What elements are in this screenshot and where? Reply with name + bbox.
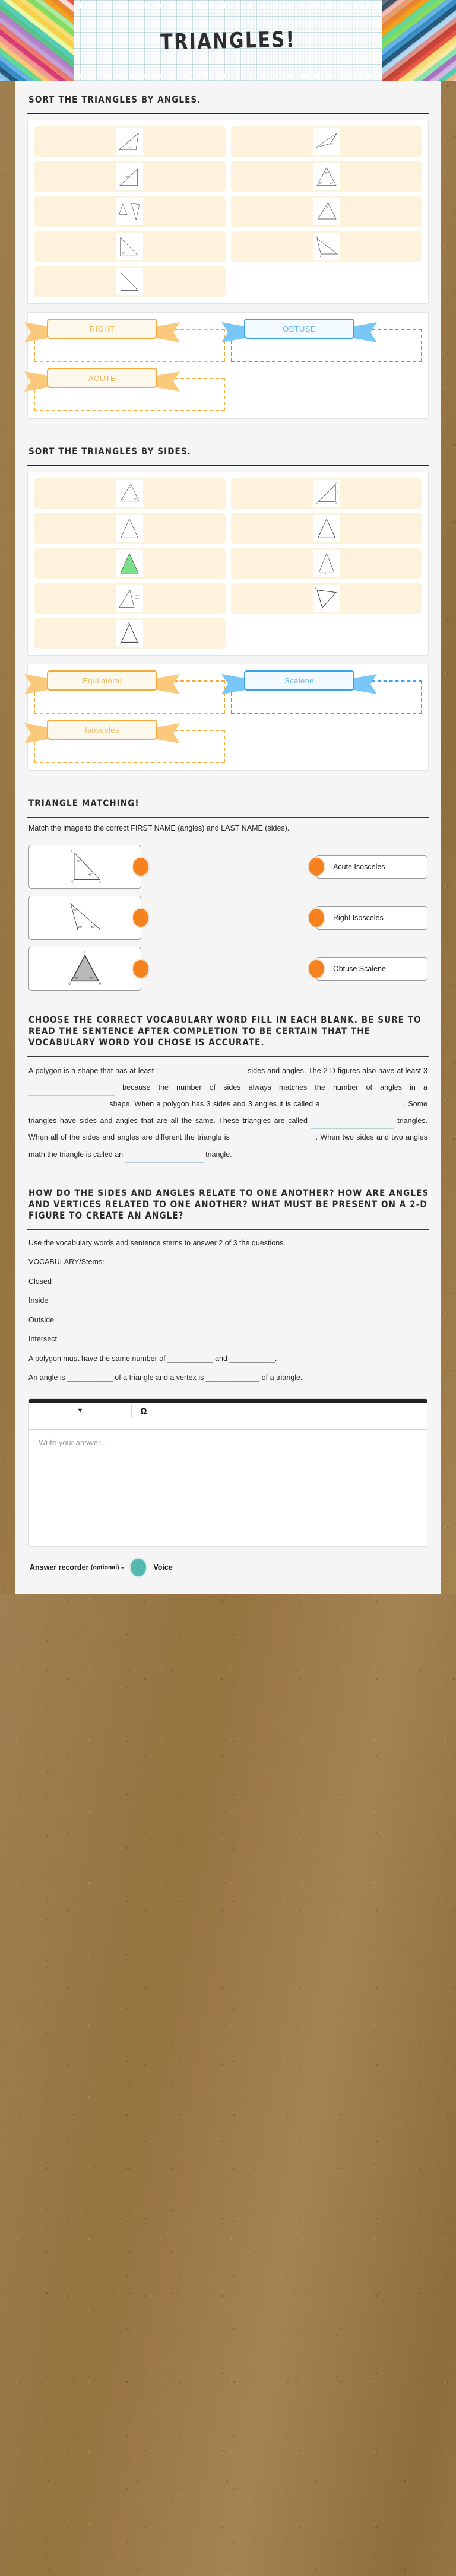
answer-recorder-row bbox=[24, 1547, 432, 1576]
heading-rule bbox=[27, 113, 429, 114]
matching-label-text: Obtuse Scalene bbox=[333, 964, 386, 973]
svg-text:T: T bbox=[336, 590, 338, 593]
svg-text:60°: 60° bbox=[330, 182, 333, 185]
section-sort-by-angles bbox=[24, 90, 432, 419]
draggable-tile[interactable] bbox=[231, 161, 423, 192]
blank-input-6[interactable] bbox=[232, 1136, 313, 1146]
vocabulary-word: Intersect bbox=[28, 1335, 57, 1344]
empty-bucket-slot bbox=[231, 720, 422, 763]
triangle-scalene-bt-u-bold[interactable] bbox=[313, 585, 340, 612]
draggable-tile[interactable] bbox=[34, 161, 226, 192]
section-vocabulary-fill-in bbox=[24, 1013, 432, 1164]
svg-text:70°: 70° bbox=[75, 976, 79, 979]
answer-editor[interactable] bbox=[28, 1398, 428, 1547]
font-dropdown[interactable]: ▼ bbox=[77, 1407, 84, 1414]
svg-text:|: | bbox=[325, 572, 327, 575]
match-connector-dot[interactable] bbox=[133, 960, 148, 978]
matching-image-card[interactable] bbox=[28, 845, 141, 889]
voice-label: Voice bbox=[153, 1563, 173, 1572]
paragraph-part-7: . When two sides and two angles math the triangle is called an bbox=[28, 1133, 428, 1159]
paragraph-part-1: A polygon is a shape that has at least bbox=[28, 1066, 154, 1075]
draggable-tile[interactable] bbox=[34, 196, 226, 227]
triangle-acute-abc-angles[interactable] bbox=[116, 480, 143, 507]
svg-text:60°: 60° bbox=[318, 182, 322, 185]
triangle-acute-abc-70-deg[interactable] bbox=[313, 198, 340, 225]
triangle-equilateral-60-60-60[interactable] bbox=[313, 163, 340, 190]
recorder-label: Answer recorder bbox=[30, 1563, 89, 1572]
drop-bucket-equilateral[interactable] bbox=[34, 670, 225, 714]
svg-text:\: \ bbox=[134, 527, 135, 529]
draggable-tile[interactable] bbox=[34, 266, 226, 297]
paper-perforation-top bbox=[74, 2, 382, 9]
svg-text:U: U bbox=[321, 608, 322, 610]
triangle-right-hypotenuse[interactable] bbox=[116, 163, 143, 190]
bucket-ribbon bbox=[244, 670, 354, 691]
svg-text:50°: 50° bbox=[134, 498, 137, 501]
svg-text:25°: 25° bbox=[72, 909, 77, 913]
triangle-right-90-deg-marked[interactable] bbox=[116, 233, 143, 260]
draggable-tile[interactable] bbox=[34, 548, 226, 579]
toolbar-spacer bbox=[156, 1403, 427, 1429]
heading-rule bbox=[27, 465, 429, 466]
match-connector-dot[interactable] bbox=[309, 960, 324, 978]
triangle-right-black-outline[interactable] bbox=[116, 268, 143, 295]
draggable-tile[interactable] bbox=[231, 583, 423, 614]
svg-text:different: different bbox=[135, 597, 141, 600]
svg-text:70°: 70° bbox=[89, 976, 93, 979]
svg-text:L: L bbox=[319, 255, 321, 257]
svg-text:4: 4 bbox=[325, 503, 327, 505]
draggable-tile[interactable] bbox=[231, 548, 423, 579]
triangle-isosceles-abc-bold[interactable] bbox=[313, 515, 340, 542]
triangle-acute-abc-labeled[interactable] bbox=[116, 128, 143, 155]
bucket-ribbon bbox=[47, 720, 157, 740]
svg-text:B: B bbox=[71, 850, 73, 853]
triangle-right-isosceles-45-45-abc[interactable] bbox=[61, 847, 109, 886]
bucket-label: RIGHT bbox=[47, 319, 157, 339]
special-character-omega-icon[interactable]: Ω bbox=[140, 1405, 147, 1416]
bucket-ribbon bbox=[244, 319, 354, 339]
match-connector-dot[interactable] bbox=[309, 909, 324, 927]
vocabulary-word: Inside bbox=[28, 1296, 49, 1305]
matching-label-card[interactable] bbox=[316, 855, 428, 879]
svg-text:C: C bbox=[71, 880, 74, 884]
blank-input-2[interactable] bbox=[28, 1086, 115, 1096]
draggable-tile[interactable] bbox=[34, 583, 226, 614]
match-connector-dot[interactable] bbox=[133, 909, 148, 927]
svg-text:M: M bbox=[315, 236, 318, 238]
matching-label-card[interactable] bbox=[316, 906, 428, 930]
page-title: TRIANGLES! bbox=[160, 27, 296, 56]
bucket-ribbon bbox=[47, 670, 157, 691]
svg-text:70°: 70° bbox=[325, 205, 329, 208]
vocabulary-list-header: VOCABULARY/Stems: bbox=[28, 1258, 104, 1267]
draggable-tile[interactable] bbox=[34, 478, 226, 509]
vocabulary-heading: CHOOSE THE CORRECT VOCABULARY WORD FILL IN EACH BLANK. BE SURE TO READ THE SENTENCE AFTER COMPLETION TO BE CERTAIN THAT THE VOCABULARY WORD YOU CHOSE IS ACCURATE. bbox=[28, 1014, 422, 1048]
matching-row bbox=[24, 947, 432, 991]
blank-input-1[interactable] bbox=[156, 1069, 245, 1079]
svg-text:D: D bbox=[316, 501, 318, 504]
matching-row bbox=[24, 845, 432, 889]
worksheet-sheet bbox=[15, 81, 441, 1594]
bucket-label: Isosceles bbox=[47, 720, 157, 740]
drop-bucket-scalene[interactable] bbox=[231, 670, 422, 714]
draggable-tile[interactable] bbox=[34, 618, 226, 649]
triangle-obtuse-mls-labeled[interactable] bbox=[313, 233, 340, 260]
matching-label-text: Right Isosceles bbox=[333, 913, 384, 922]
match-connector-dot[interactable] bbox=[309, 858, 324, 876]
draggable-tile[interactable] bbox=[231, 196, 423, 227]
triangle-isosceles-def-bold[interactable] bbox=[116, 620, 143, 647]
vocabulary-word: Outside bbox=[28, 1315, 55, 1324]
svg-text:all sides: all sides bbox=[135, 595, 141, 597]
draggable-tile[interactable] bbox=[231, 231, 423, 262]
draggable-tile[interactable] bbox=[34, 126, 226, 157]
record-button[interactable] bbox=[131, 1559, 146, 1576]
paragraph-part-2: sides and angles. The 2-D figures also have at least 3 bbox=[248, 1066, 428, 1075]
svg-text:120°: 120° bbox=[76, 926, 83, 929]
svg-text:R: R bbox=[99, 982, 102, 986]
bucket-label: Scalene bbox=[244, 670, 354, 691]
svg-text:3: 3 bbox=[336, 491, 338, 494]
editor-toolbar bbox=[29, 1403, 427, 1430]
empty-slot bbox=[231, 618, 423, 649]
section-triangle-matching bbox=[24, 793, 432, 991]
draggable-tile[interactable] bbox=[231, 513, 423, 544]
svg-text:120°: 120° bbox=[329, 142, 334, 145]
draggable-tile[interactable] bbox=[34, 513, 226, 544]
paragraph-part-4: shape. When a polygon has 3 sides and 3 angles it is called a bbox=[109, 1100, 320, 1109]
paragraph-part-8: triangle. bbox=[205, 1150, 232, 1159]
paragraph-part-6: triangles. When all of the sides and angles are different the triangle is bbox=[28, 1117, 428, 1142]
svg-text:B: B bbox=[315, 587, 316, 590]
match-connector-dot[interactable] bbox=[133, 858, 148, 876]
svg-text:35°: 35° bbox=[90, 926, 95, 929]
svg-text:45°: 45° bbox=[76, 860, 81, 863]
triangle-scalene-all-sides-different[interactable] bbox=[116, 585, 143, 612]
sides-image-bank bbox=[27, 472, 429, 656]
vocabulary-word: Closed bbox=[28, 1277, 52, 1286]
empty-bucket-slot bbox=[231, 368, 422, 411]
blank-input-3[interactable] bbox=[28, 1102, 107, 1112]
angles-image-bank bbox=[27, 120, 429, 304]
svg-text:G: G bbox=[335, 482, 337, 485]
triangle-obtuse-scalene-25-120-35[interactable] bbox=[61, 898, 109, 937]
svg-text:90°: 90° bbox=[122, 252, 125, 255]
draggable-tile[interactable] bbox=[34, 231, 226, 262]
triangle-acute-isosceles-pqr-70-70[interactable] bbox=[61, 949, 109, 988]
svg-text:P: P bbox=[83, 951, 86, 955]
recorder-dash: - bbox=[121, 1563, 124, 1572]
svg-text:F: F bbox=[137, 642, 140, 645]
svg-text:60°: 60° bbox=[121, 498, 124, 501]
section-free-response bbox=[24, 1187, 432, 1576]
answer-textarea[interactable]: Write your answer... bbox=[39, 1438, 107, 1447]
triangle-equilateral-green-filled[interactable] bbox=[116, 550, 143, 577]
sort-angles-heading: SORT THE TRIANGLES BY ANGLES. bbox=[28, 94, 201, 106]
matching-heading: TRIANGLE MATCHING! bbox=[28, 797, 140, 809]
drop-bucket-right[interactable] bbox=[34, 319, 225, 362]
svg-text:hyp: hyp bbox=[125, 175, 129, 178]
triangle-right-dgo-3-4[interactable] bbox=[313, 480, 340, 507]
triangle-isosceles-tall-ticks[interactable] bbox=[313, 550, 340, 577]
sort-sides-heading: SORT THE TRIANGLES BY SIDES. bbox=[28, 446, 191, 457]
triangle-isosceles-tickmarks[interactable] bbox=[116, 515, 143, 542]
sentence-stem: A polygon must have the same number of ___________ and ___________. bbox=[28, 1354, 277, 1363]
free-response-body bbox=[24, 1230, 432, 1388]
paragraph-part-3: because the number of sides always matches the number of angles in a bbox=[122, 1083, 428, 1092]
triangle-obtuse-120-deg[interactable] bbox=[313, 128, 340, 155]
bucket-ribbon bbox=[47, 368, 157, 388]
matching-label-card[interactable] bbox=[316, 957, 428, 981]
svg-text:E: E bbox=[128, 622, 131, 625]
paragraph-part-5: . Some triangles have sides and angles that are all the same. These triangles are called bbox=[28, 1100, 428, 1125]
drop-bucket-isosceles[interactable] bbox=[34, 720, 225, 763]
matching-image-card[interactable] bbox=[28, 947, 141, 991]
recorder-optional-note: (optional) bbox=[90, 1563, 119, 1571]
drop-bucket-acute[interactable] bbox=[34, 368, 225, 411]
free-response-instruction: Use the vocabulary words and sentence stems to answer 2 of 3 the questions. bbox=[28, 1238, 286, 1247]
angles-drop-board bbox=[27, 312, 429, 419]
svg-text:45°: 45° bbox=[88, 873, 93, 877]
section-sort-by-sides bbox=[24, 441, 432, 771]
paper-perforation-bottom bbox=[74, 72, 382, 79]
matching-instruction: Match the image to the correct FIRST NAME (angles) and LAST NAME (sides). bbox=[28, 824, 290, 832]
fill-in-the-blank-paragraph bbox=[24, 1057, 432, 1164]
svg-text:60°: 60° bbox=[325, 171, 328, 174]
matching-row bbox=[24, 896, 432, 940]
hero-banner bbox=[0, 0, 456, 81]
bucket-label: ACUTE bbox=[47, 368, 157, 388]
bucket-label: Equilateral bbox=[47, 670, 157, 691]
bucket-ribbon bbox=[47, 319, 157, 339]
svg-text:Q: Q bbox=[68, 982, 71, 986]
svg-text:D: D bbox=[119, 642, 121, 645]
bucket-label: OBTUSE bbox=[244, 319, 354, 339]
draggable-tile[interactable] bbox=[231, 126, 423, 157]
blank-input-7[interactable] bbox=[125, 1153, 204, 1163]
sides-drop-board bbox=[27, 664, 429, 771]
sentence-stem: An angle is ___________ of a triangle and a vertex is _____________ of a triangle. bbox=[28, 1373, 303, 1382]
matching-image-card[interactable] bbox=[28, 896, 141, 940]
svg-text:O: O bbox=[335, 501, 337, 504]
svg-text:/: / bbox=[124, 527, 125, 529]
svg-text:23°: 23° bbox=[128, 146, 132, 149]
svg-text:A: A bbox=[99, 880, 102, 884]
matching-label-text: Acute Isosceles bbox=[333, 862, 385, 871]
empty-slot bbox=[231, 266, 423, 297]
svg-text:70°: 70° bbox=[129, 486, 132, 489]
draggable-tile[interactable] bbox=[231, 478, 423, 509]
blank-input-5[interactable] bbox=[311, 1119, 394, 1129]
drop-bucket-obtuse[interactable] bbox=[231, 319, 422, 362]
blank-input-4[interactable] bbox=[322, 1102, 401, 1112]
free-response-heading: HOW DO THE SIDES AND ANGLES RELATE TO ONE ANOTHER? HOW ARE ANGLES AND VERTICES RELATED TO ONE ANOTHER? WHAT MUST BE PRESENT ON A 2-D FIGURE TO CREATE AN ANGLE? bbox=[28, 1187, 429, 1222]
triangle-pair-small-scalene[interactable] bbox=[116, 198, 143, 225]
